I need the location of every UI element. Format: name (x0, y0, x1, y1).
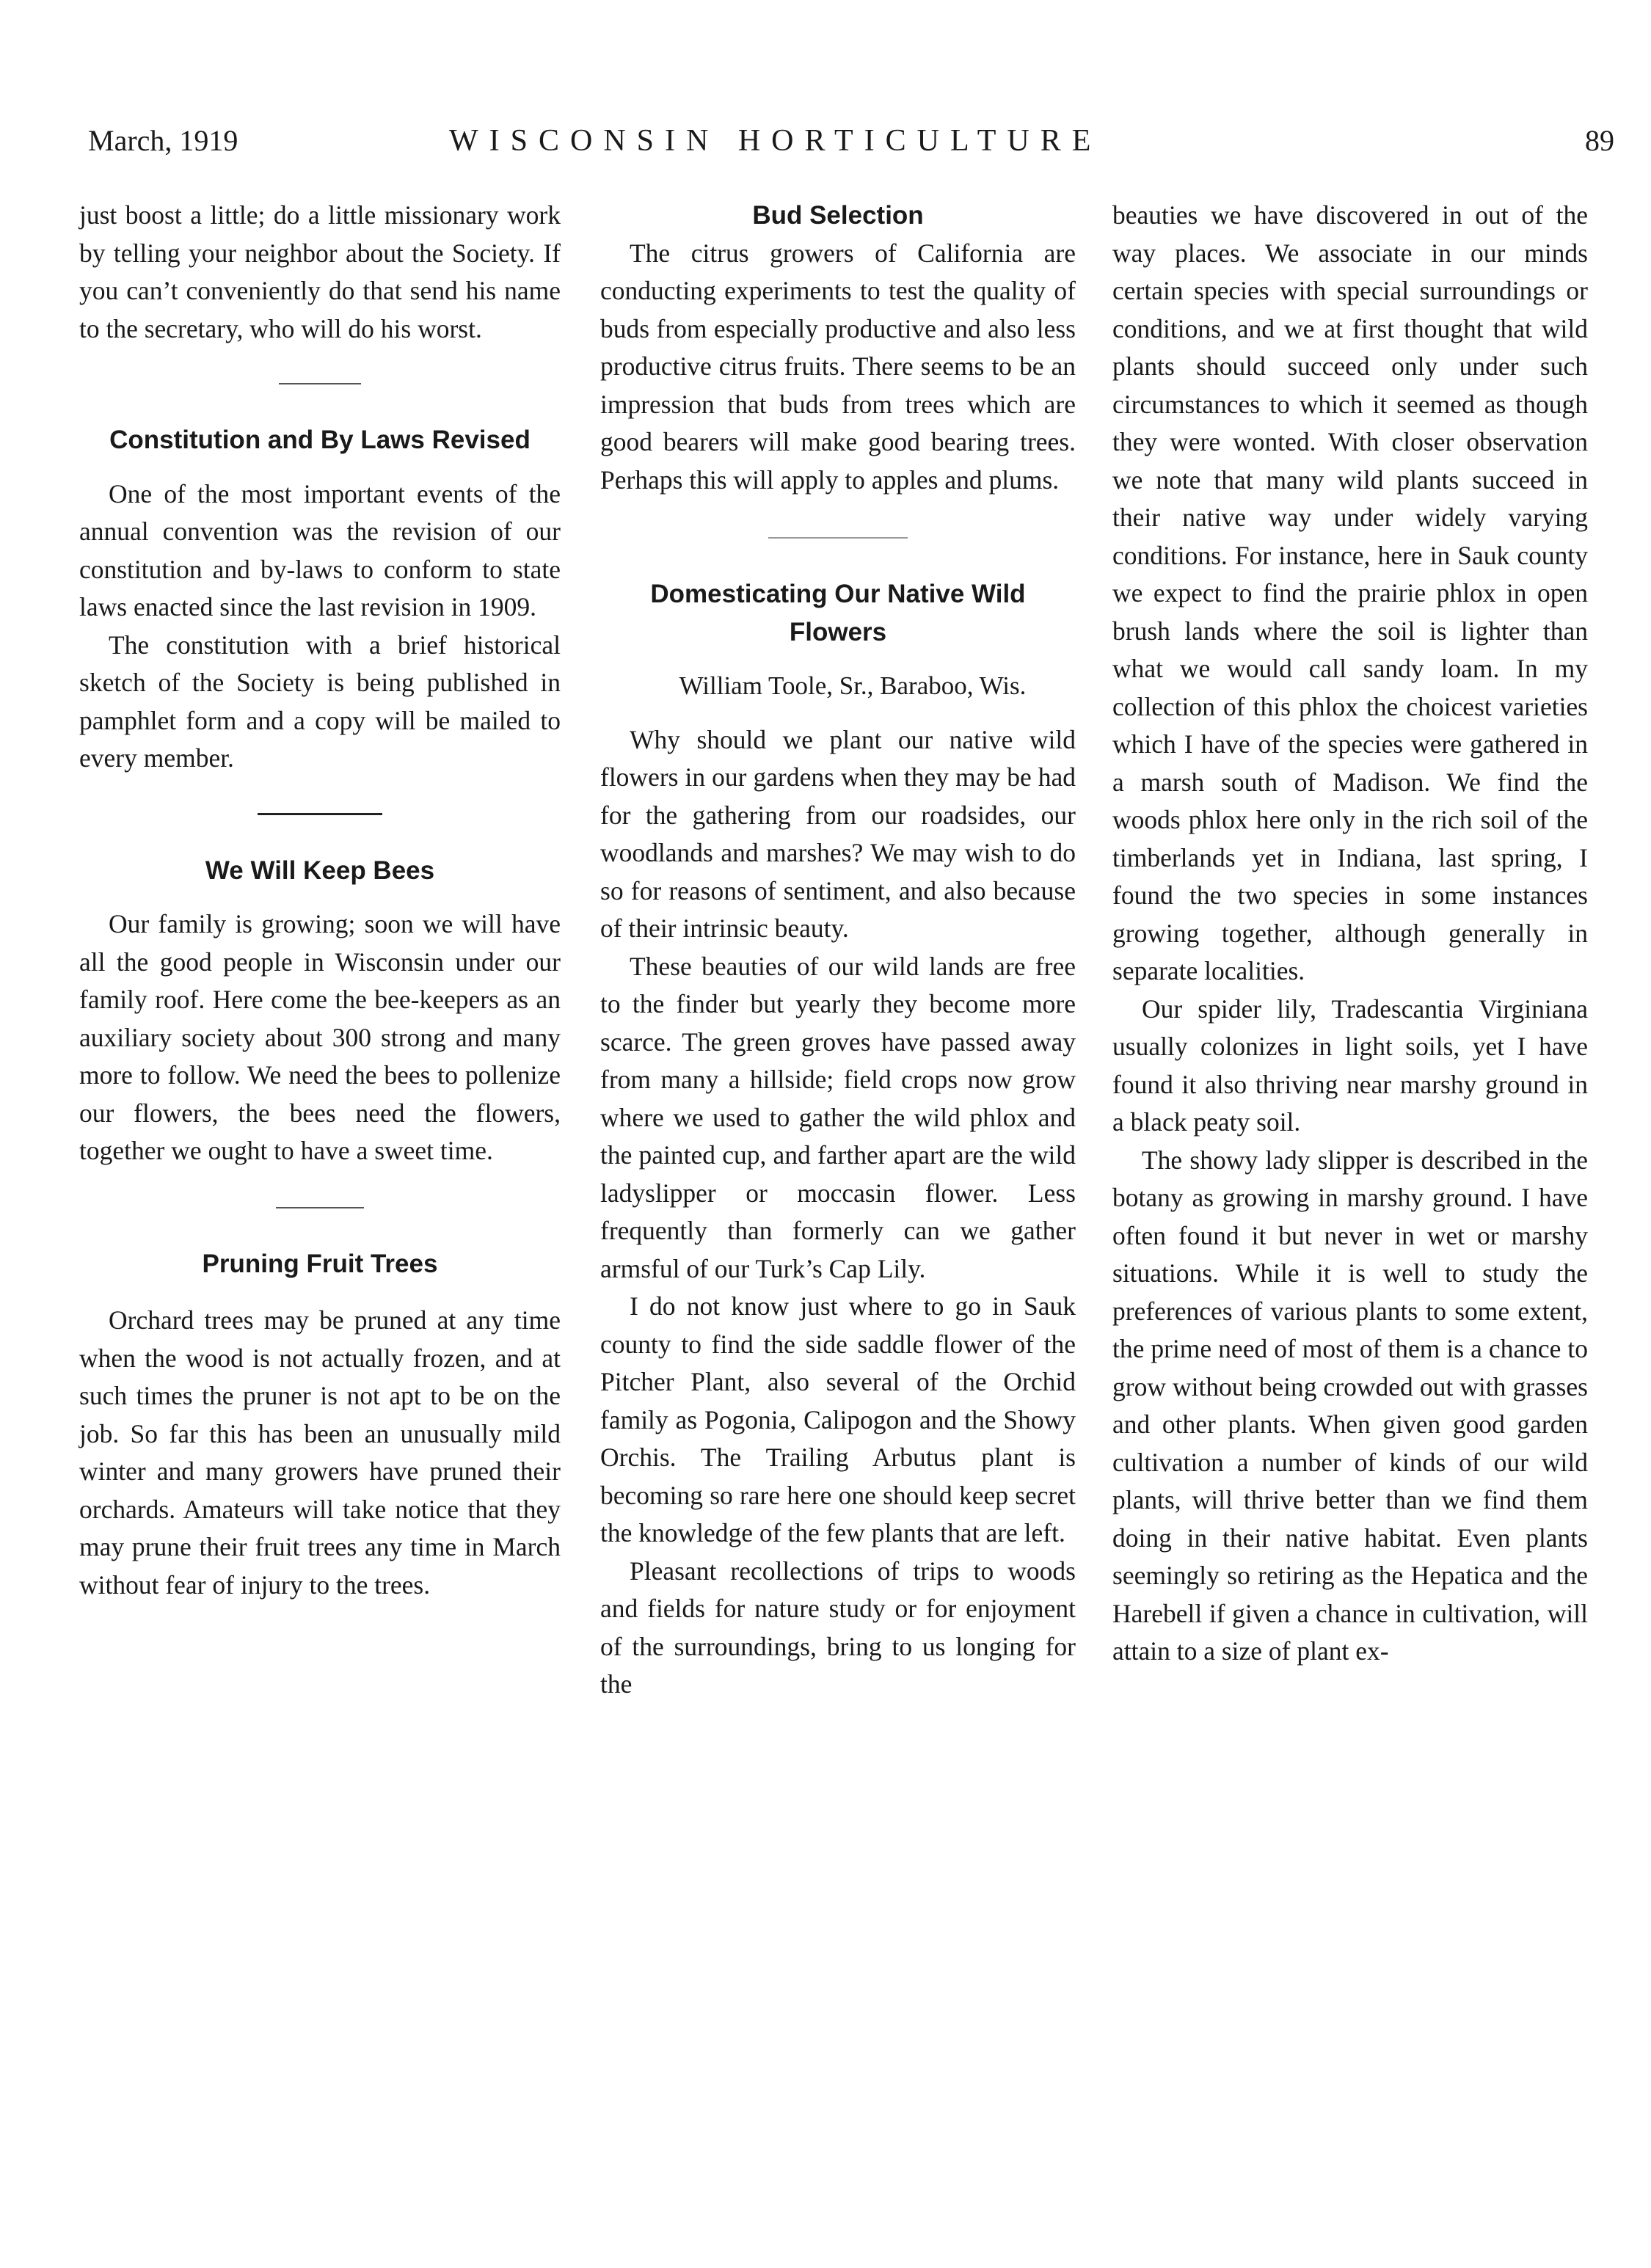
column-right (1112, 197, 1588, 1671)
article-paragraph: The constitution with a brief historical sketch of the Society is being published in pamphlet form and a copy will be mailed to every member. (79, 630, 561, 773)
article-title-pruning: Pruning Fruit Trees (202, 1249, 438, 1278)
article-title-constitution: Constitution and By Laws Revised (109, 426, 531, 454)
article-paragraph: The citrus growers of California are conducting experiments to test the quality of buds from especially productive and also less productive citrus fruits. There seems to be an impression that buds from trees which are good bearers will make good bearing trees. Perhaps this will apply to apples and plums. (600, 238, 1076, 495)
article-paragraph: The showy lady slipper is described in the botany as growing in marshy ground. I have often found it but never in wet or marshy situations. While it is well to study the preferences of various plants to some extent, the prime need of most of them is a chance to grow without being crowded out with grasses and other plants. When given good garden cultivation a number of kinds of our wild plants, will thrive better than we find them doing in their native habitat. Even plants seemingly so retiring as the Hepatica and the Harebell if given a chance in cultivation, will attain to a size of plant ex- (1112, 1145, 1588, 1666)
article-paragraph: Why should we plant our native wild flowers in our gardens when they may be had for the gathering from our roadsides, our woodlands and marshes? We may wish to do so for reasons of sentiment, and also because of their intrinsic beauty. (600, 724, 1076, 943)
article-paragraph: beauties we have discovered in out of the way places. We associate in our minds certain species with special surroundings or conditions, and we at first thought that wild plants should succeed only under such circumstances to which it seemed as though they were wonted. With closer observation we note that many wild plants succeed in their native way under widely varying conditions. For instance, here in Sauk county we expect to find the prairie phlox in open brush lands where the soil is lighter than what we would call sandy loam. In my collection of this phlox the choicest varieties which I have of the species were gathered in a marsh south of Madison. We find the woods phlox here only in the rich soil of the timberlands yet in Indiana, last spring, I found the two species in some instances growing together, although generally in separate localities. (1112, 200, 1588, 985)
section-divider (768, 537, 908, 539)
article-paragraph: Our family is growing; soon we will have all the good people in Wisconsin under our family roof. Here come the bee-keepers as an auxiliary society about 300 strong and many more to follow. We need the bees to pollenize our flowers, the bees need the flowers, together we ought to have a sweet time. (79, 909, 561, 1165)
article-paragraph: Orchard trees may be pruned at any time when the wood is not actually frozen, and at such times the pruner is not apt to be on the job. So far this has been an unusually mild winter and many growers have pruned their orchards. Amateurs will take notice that they may prune their fruit trees any time in March without fear of injury to the trees. (79, 1305, 561, 1600)
article-title-bees: We Will Keep Bees (205, 856, 435, 885)
column-left (79, 197, 561, 1604)
section-divider (258, 813, 382, 815)
article-paragraph: These beauties of our wild lands are free to the finder but yearly they become more scarce. The green groves have passed away from many a hillside; field crops now grow where we used to gather the wild phlox and the painted cup, and farther apart are the wild ladyslipper or moccasin flower. Less frequently than formerly can we gather armsful of our Turk’s Cap Lily. (600, 951, 1076, 1283)
section-divider (276, 1207, 364, 1208)
continued-paragraph: just boost a little; do a little missionary work by telling your neighbor about the Society. If you can’t conveniently do that send his name to the secretary, who will do his worst. (79, 200, 561, 343)
article-title-bud-selection: Bud Selection (752, 201, 924, 230)
section-divider (279, 383, 361, 384)
article-paragraph: Our spider lily, Tradescantia Virginiana usually colonizes in light soils, yet I have found it also thriving near marshy ground in a black peaty soil. (1112, 993, 1588, 1137)
article-paragraph: One of the most important events of the annual convention was the revision of our constitution and by-laws to conform to state laws enacted since the last revision in 1909. (79, 478, 561, 621)
page-number: 89 (1585, 124, 1614, 157)
article-title-wild-flowers: Domesticating Our Native Wild Flowers (650, 580, 1026, 646)
article-paragraph: I do not know just where to go in Sauk county to find the side saddle flower of the Pitcher Plant, also several of the Orchid family as Pogonia, Calipogon and the Showy Orchis. The Trailing Arbutus plant is becoming so rare here one should keep secret the knowledge of the few plants that are left. (600, 1291, 1076, 1547)
running-header (88, 123, 1614, 167)
column-middle (600, 197, 1076, 1704)
article-byline: William Toole, Sr., Baraboo, Wis. (679, 671, 1027, 700)
issue-date: March, 1919 (88, 124, 238, 157)
article-paragraph: Pleasant recollections of trips to woods and fields for nature study or for enjoyment of the surroundings, bring to us longing for the (600, 1556, 1076, 1699)
publication-title: WISCONSIN HORTICULTURE (449, 124, 1102, 158)
